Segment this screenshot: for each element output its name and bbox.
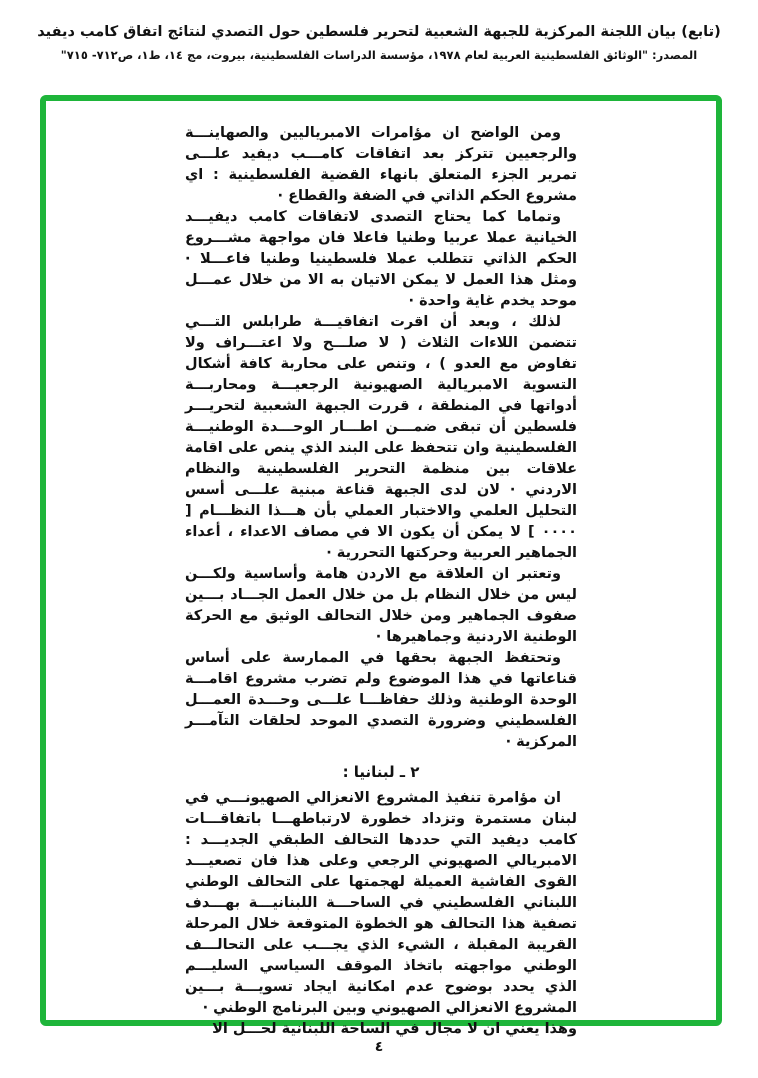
paragraph-tripoli-agreement: لذلك ، وبعد أن اقرت اتفاقيـــة طرابلس التـــي تتضمن اللاءات الثلاث ( لا صلـــح ولا اعتـــراف ولا تفاوض مع العدو ) ، وتنص على محاربة كافة أشكال التسوية الامبريالية الصهيونية الرجعيـــة ومحاربـــة أدواتها في المنطقة ، قررت الجبهة الشعبية لتحريـــر فلسطين أن تبقى ضمـــن اطـــار الوحـــدة الوطنيـــة الفلسطينية وان تتحفظ على البند الذي ينص على اقامة علاقات بين منظمة التحرير الفلسطينية والنظام الاردني · لان لدى الجبهة قناعة مبنية علـــى أسس التحليل العلمي والاختبار العملي بأن هـــذا النظـــام [ ٠٠٠٠ ] لا يمكن أن يكون الا في مصاف الاعداء ، أعداء الجماهير العربية وحركتها التحررية · (185, 314, 577, 561)
page-number: ٤ (374, 1039, 384, 1055)
document-header (0, 24, 758, 62)
section-heading-lebanon: ٢ ـ لبنانيا : (342, 763, 420, 781)
document-body (185, 123, 577, 1040)
paragraph-front-reservations: وتحتفظ الجبهة بحقها في الممارسة على أساس قناعاتها في هذا الموضوع ولم تضرب مشروع اقامـــة الوحدة الوطنية وذلك حفاظـــا علـــى وحـــدة العمـــل الفلسطيني وضرورة التصدي الموحد لحلقات التآمـــر المركزية · (185, 650, 577, 750)
document-source: المصدر: "الوثائق الفلسطينية العربية لعام ١٩٧٨، مؤسسة الدراسات الفلسطينية، بيروت، مج ١٤، ط١، ص٧١٢- ٧١٥" (60, 48, 698, 62)
paragraph-lebanon-isolationist-project: ان مؤامرة تنفيذ المشروع الانعزالي الصهيونـــي في لبنان مستمرة وتزداد خطورة لارتباطهـــا باتفاقـــات كامب ديفيد التي حددها التحالف الطبقي الجديـــد : الامبريالي الصهيوني الرجعي وعلى هذا فان تصعيـــد القوى الفاشية العميلة لهجمتها على التحالف الوطني اللبناني الفلسطيني في الساحـــة اللبنانيـــة بهـــدف تصفية هذا التحالف هو الخطوة المتوقعة خلال المرحلة القريبة المقبلة ، الشيء الذي يجـــب على التحالـــف الوطني مواجهته باتخاذ الموقف السياسي السليـــم الذي يحدد بوضوح عدم امكانية ايجاد تسويـــة بـــين المشروع الانعزالي الصهيوني وبين البرنامج الوطني · (185, 790, 577, 1016)
document-title: (تابع) بيان اللجنة المركزية للجبهة الشعبية لتحرير فلسطين حول التصدي لنتائج اتفاق كامب ديفيد (37, 24, 721, 40)
paragraph-confronting-camp-david: وتماما كما يحتاج التصدى لاتفاقات كامب ديفيـــد الخيانية عملا عربيا وطنيا فاعلا فان مواجهة مشـــروع الحكم الذاتي تتطلب عملا فلسطينيا وطنيا فاعـــلا · ومثل هذا العمل لا يمكن الاتيان به الا من خلال عمـــل موحد يخدم غاية واحدة · (185, 209, 577, 309)
paragraph-lebanon-conclusion: وهذا يعني ان لا مجال في الساحة اللبنانية لحـــل الا (212, 1021, 577, 1037)
paragraph-relation-with-jordan: وتعتبر ان العلاقة مع الاردن هامة وأساسية ولكـــن ليس من خلال النظام بل من خلال العمل الجـــاد بـــين صفوف الجماهير ومن خلال التحالف الوثيق مع الحركة الوطنية الاردنية وجماهيرها · (185, 566, 577, 645)
green-highlight-frame (40, 95, 722, 1037)
paragraph-imperialist-conspiracies: ومن الواضح ان مؤامرات الامبرياليين والصهاينـــة والرجعيين تتركز بعد اتفاقات كامـــب ديفيد علـــى تمرير الجزء المتعلق بانهاء القضية الفلسطينية : اي مشروع الحكم الذاتي في الضفة والقطاع · (185, 125, 577, 204)
